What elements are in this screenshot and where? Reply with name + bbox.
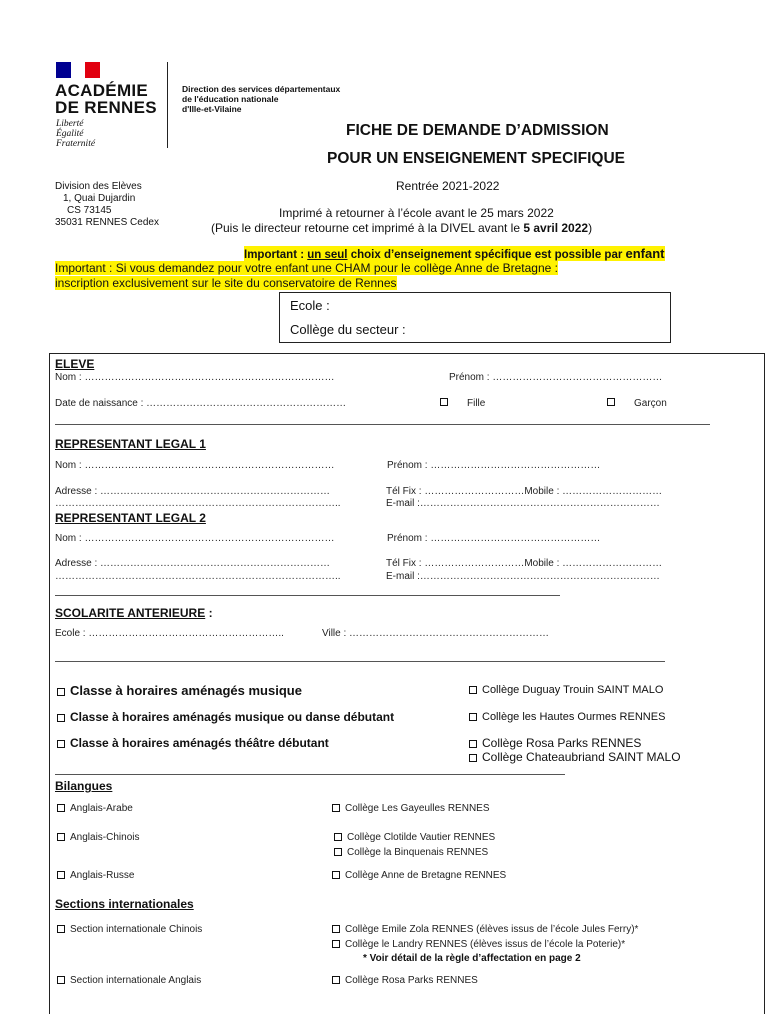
- garcon-checkbox[interactable]: [607, 397, 620, 408]
- checkbox-icon: [57, 714, 65, 722]
- academie-line2: DE RENNES: [55, 98, 157, 117]
- college-chateaubriand-option[interactable]: Collège Chateaubriand SAINT MALO: [469, 750, 681, 764]
- scolarite-ville-field[interactable]: Ville : ……………………………………………………: [322, 628, 550, 639]
- eleve-heading: ELEVE: [55, 357, 95, 371]
- important-notice-2-line1: Important : Si vous demandez pour votre enfant une CHAM pour le collège Anne de Bretagne :: [55, 261, 558, 275]
- rep2-prenom-field[interactable]: Prénom : ……………………………………………: [387, 533, 601, 544]
- checkbox-icon: [332, 940, 340, 948]
- ecole-field[interactable]: Ecole :: [290, 298, 330, 313]
- checkbox-icon: [469, 686, 477, 694]
- bilangues-heading: Bilangues: [55, 779, 113, 793]
- checkbox-icon: [607, 398, 615, 406]
- address-line4: 35031 RENNES Cedex: [55, 217, 159, 228]
- rep1-tel-field[interactable]: Tél Fix : …………………………Mobile : …………………………: [386, 486, 663, 497]
- section-anglais-option[interactable]: Section internationale Anglais: [57, 975, 201, 986]
- checkbox-icon: [57, 925, 65, 933]
- separator: [55, 424, 710, 425]
- separator: [55, 595, 560, 596]
- section-chinois-option[interactable]: Section internationale Chinois: [57, 924, 202, 935]
- separator: [55, 774, 565, 775]
- checkbox-icon: [57, 804, 65, 812]
- college-emile-zola-option[interactable]: Collège Emile Zola RENNES (élèves issus de l’école Jules Ferry)*: [332, 924, 638, 935]
- rep1-heading: REPRESENTANT LEGAL 1: [55, 437, 206, 451]
- marianne-flag-logo: [56, 62, 100, 78]
- checkbox-icon: [334, 848, 342, 856]
- fille-checkbox[interactable]: [440, 397, 453, 408]
- bilangue-anglais-arabe-option[interactable]: Anglais-Arabe: [57, 803, 133, 814]
- rep2-heading: REPRESENTANT LEGAL 2: [55, 511, 206, 525]
- fille-label: Fille: [467, 398, 486, 409]
- checkbox-icon: [57, 976, 65, 984]
- checkbox-icon: [57, 688, 65, 696]
- bilangue-anglais-russe-option[interactable]: Anglais-Russe: [57, 870, 134, 881]
- direction-line3: d'Ille-et-Vilaine: [182, 104, 242, 114]
- cha-musique-option[interactable]: Classe à horaires aménagés musique: [57, 683, 302, 698]
- rep2-adresse-field[interactable]: Adresse : ……………………………………………………………: [55, 558, 331, 569]
- direction-line2: de l'éducation nationale: [182, 94, 279, 104]
- checkbox-icon: [57, 871, 65, 879]
- rep2-nom-field[interactable]: Nom : …………………………………………………………………: [55, 533, 335, 544]
- motto-egalite: Égalité: [56, 129, 84, 139]
- bilangue-anglais-chinois-option[interactable]: Anglais-Chinois: [57, 832, 139, 843]
- checkbox-icon: [469, 713, 477, 721]
- college-binquenais-option[interactable]: Collège la Binquenais RENNES: [334, 847, 488, 858]
- rep1-email-field[interactable]: E-mail :………………………………………………………………: [386, 498, 660, 509]
- checkbox-icon: [469, 740, 477, 748]
- scolarite-heading: SCOLARITE ANTERIEURE :: [55, 606, 213, 620]
- rep1-prenom-field[interactable]: Prénom : ……………………………………………: [387, 460, 601, 471]
- checkbox-icon: [57, 740, 65, 748]
- eleve-naissance-field[interactable]: Date de naissance : ……………………………………………………: [55, 398, 347, 409]
- checkbox-icon: [332, 871, 340, 879]
- cha-theatre-option[interactable]: Classe à horaires aménagés théâtre débutant: [57, 736, 329, 750]
- address-line1: Division des Elèves: [55, 181, 142, 192]
- checkbox-icon: [334, 833, 342, 841]
- address-line2: 1, Quai Dujardin: [63, 193, 136, 204]
- scolarite-ecole-field[interactable]: Ecole : …………………………………………………..: [55, 628, 284, 639]
- rep2-tel-field[interactable]: Tél Fix : …………………………Mobile : …………………………: [386, 558, 663, 569]
- important-notice-1: Important : un seul choix d’enseignement spécifique est possible par enfant: [244, 246, 665, 261]
- return-deadline: Imprimé à retourner à l’école avant le 25 mars 2022: [279, 206, 554, 220]
- garcon-label: Garçon: [634, 398, 667, 409]
- motto-fraternite: Fraternité: [56, 139, 96, 149]
- rep2-email-field[interactable]: E-mail :………………………………………………………………: [386, 571, 660, 582]
- checkbox-icon: [332, 976, 340, 984]
- checkbox-icon: [332, 804, 340, 812]
- affectation-note: * Voir détail de la règle d’affectation en page 2: [363, 953, 581, 964]
- rep1-adresse2-field[interactable]: …………………………………………………………………………..: [55, 498, 341, 509]
- address-line3: CS 73145: [67, 205, 112, 216]
- rep1-nom-field[interactable]: Nom : …………………………………………………………………: [55, 460, 335, 471]
- direction-line1: Direction des services départementaux: [182, 84, 341, 94]
- form-title-line2: POUR UN ENSEIGNEMENT SPECIFIQUE: [327, 150, 625, 167]
- rep1-adresse-field[interactable]: Adresse : ……………………………………………………………: [55, 486, 331, 497]
- form-title-line1: FICHE DE DEMANDE D’ADMISSION: [346, 122, 609, 139]
- important-notice-2-line2: inscription exclusivement sur le site du conservatoire de Rennes: [55, 276, 397, 290]
- college-landry-option[interactable]: Collège le Landry RENNES (élèves issus de l’école la Poterie)*: [332, 939, 625, 950]
- rentree-label: Rentrée 2021-2022: [396, 179, 500, 193]
- college-gayeulles-option[interactable]: Collège Les Gayeulles RENNES: [332, 803, 490, 814]
- cha-danse-option[interactable]: Classe à horaires aménagés musique ou danse débutant: [57, 710, 394, 724]
- eleve-prenom-field[interactable]: Prénom : ……………………………………………: [449, 372, 663, 383]
- checkbox-icon: [332, 925, 340, 933]
- motto-liberte: Liberté: [56, 119, 84, 129]
- header-divider: [167, 62, 168, 148]
- college-secteur-field[interactable]: Collège du secteur :: [290, 322, 406, 337]
- college-duguay-trouin-option[interactable]: Collège Duguay Trouin SAINT MALO: [469, 684, 663, 696]
- checkbox-icon: [57, 833, 65, 841]
- rep2-adresse2-field[interactable]: …………………………………………………………………………..: [55, 571, 341, 582]
- college-hautes-ourmes-option[interactable]: Collège les Hautes Ourmes RENNES: [469, 711, 665, 723]
- checkbox-icon: [469, 754, 477, 762]
- separator: [55, 661, 665, 662]
- checkbox-icon: [440, 398, 448, 406]
- eleve-nom-field[interactable]: Nom : …………………………………………………………………: [55, 372, 335, 383]
- director-deadline: (Puis le directeur retourne cet imprimé à la DIVEL avant le 5 avril 2022): [211, 221, 593, 235]
- sections-heading: Sections internationales: [55, 897, 194, 911]
- college-rosa-parks-option[interactable]: Collège Rosa Parks RENNES: [469, 736, 641, 750]
- academie-line1: ACADÉMIE: [55, 81, 149, 100]
- college-rosa-parks-section-option[interactable]: Collège Rosa Parks RENNES: [332, 975, 478, 986]
- college-clotilde-vautier-option[interactable]: Collège Clotilde Vautier RENNES: [334, 832, 495, 843]
- college-anne-de-bretagne-option[interactable]: Collège Anne de Bretagne RENNES: [332, 870, 506, 881]
